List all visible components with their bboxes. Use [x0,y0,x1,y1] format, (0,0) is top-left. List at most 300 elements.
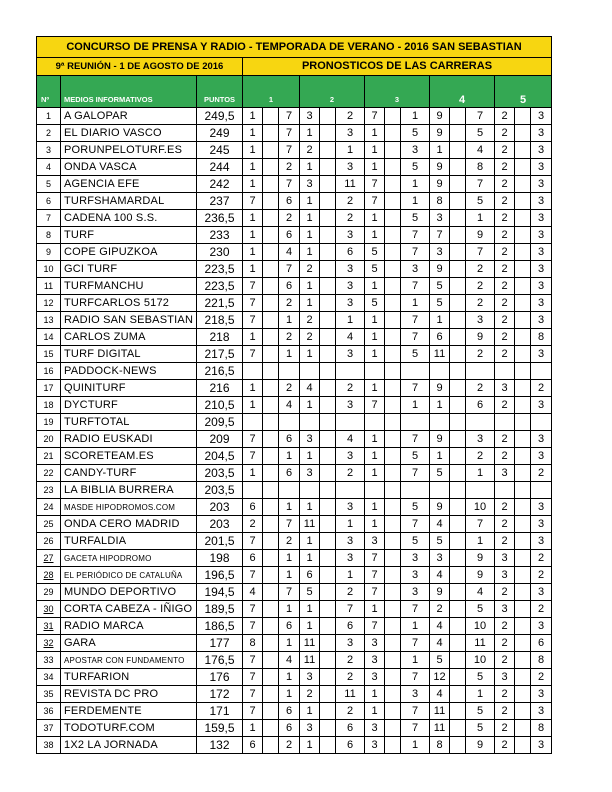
prediction-cell: 3 [365,720,385,737]
prediction-cell: 7 [365,567,385,584]
prediction-cell [385,329,401,346]
prediction-cell: 3 [531,499,552,516]
prediction-cell: 7 [279,261,300,278]
prediction-cell [515,363,531,380]
media-name: A GALOPAR [61,108,197,125]
prediction-cell: 9 [466,737,495,754]
row-number: 8 [37,227,61,244]
prediction-cell: 2 [495,720,515,737]
prediction-cell: 3 [430,210,450,227]
prediction-cell [450,108,466,125]
prediction-cell: 9 [466,329,495,346]
prediction-cell: 2 [495,618,515,635]
prediction-cell: 2 [336,584,365,601]
prediction-cell: 2 [531,465,552,482]
prediction-cell [450,516,466,533]
prediction-cell: 1 [401,618,430,635]
prediction-cell: 1 [279,686,300,703]
prediction-cell [466,482,495,499]
prediction-cell: 1 [401,108,430,125]
prediction-cell: 2 [336,465,365,482]
prediction-cell [450,550,466,567]
media-name: MUNDO DEPORTIVO [61,584,197,601]
prediction-cell: 5 [401,125,430,142]
prediction-cell: 1 [300,618,320,635]
prediction-cell [320,669,336,686]
prediction-cell: 1 [243,465,263,482]
row-number: 21 [37,448,61,465]
prediction-cell [263,737,279,754]
prediction-cell: 1 [279,346,300,363]
prediction-cell: 4 [430,635,450,652]
prediction-cell: 7 [466,108,495,125]
prediction-cell [320,108,336,125]
prediction-cell [385,652,401,669]
points-value: 236,5 [197,210,243,227]
prediction-cell [385,465,401,482]
prediction-cell: 1 [401,295,430,312]
media-name: MASDE HIPODROMOS.COM [61,499,197,516]
points-value: 132 [197,737,243,754]
points-value: 189,5 [197,601,243,618]
prediction-cell [430,414,450,431]
prediction-cell: 1 [336,516,365,533]
prediction-cell: 2 [300,329,320,346]
row-number: 19 [37,414,61,431]
table-row [37,465,552,482]
prediction-cell: 1 [243,159,263,176]
prediction-cell: 7 [401,312,430,329]
prediction-cell: 2 [495,244,515,261]
prediction-cell: 3 [531,397,552,414]
prediction-cell: 5 [300,584,320,601]
prediction-cell [320,414,336,431]
points-value: 237 [197,193,243,210]
row-number: 16 [37,363,61,380]
prediction-cell: 4 [466,142,495,159]
prediction-cell [450,618,466,635]
prediction-cell: 7 [430,227,450,244]
prediction-cell [320,193,336,210]
media-name: SCORETEAM.ES [61,448,197,465]
prediction-cell: 3 [401,584,430,601]
prediction-cell: 6 [243,550,263,567]
prediction-cell [385,295,401,312]
prediction-cell: 3 [531,278,552,295]
prediction-cell [279,482,300,499]
prediction-cell [515,329,531,346]
prediction-cell: 8 [430,737,450,754]
prediction-cell [320,686,336,703]
prediction-cell: 1 [279,448,300,465]
prediction-cell [263,210,279,227]
prediction-cell: 2 [495,703,515,720]
prediction-cell [385,550,401,567]
prediction-cell [365,482,385,499]
prediction-cell [515,618,531,635]
prediction-cell: 12 [430,669,450,686]
prediction-cell: 3 [531,142,552,159]
points-value: 201,5 [197,533,243,550]
prediction-cell: 1 [365,465,385,482]
prediction-cell: 7 [401,516,430,533]
header-race-4: 4 [430,76,495,108]
prediction-cell [263,567,279,584]
prediction-cell: 6 [279,703,300,720]
prediction-cell [320,363,336,380]
media-name: GARA [61,635,197,652]
prediction-cell [515,669,531,686]
table-row [37,125,552,142]
points-value: 203 [197,516,243,533]
prediction-cell: 8 [531,329,552,346]
prediction-cell: 2 [495,431,515,448]
prediction-cell: 7 [401,380,430,397]
media-name: 1X2 LA JORNADA [61,737,197,754]
points-value: 244 [197,159,243,176]
prediction-cell: 3 [495,669,515,686]
points-value: 176,5 [197,652,243,669]
prediction-cell: 3 [336,227,365,244]
prediction-cell: 2 [466,278,495,295]
prediction-cell: 7 [365,193,385,210]
prediction-cell [515,346,531,363]
prediction-cell: 5 [401,448,430,465]
row-number: 32 [37,635,61,652]
prediction-cell: 1 [365,380,385,397]
prediction-cell [320,618,336,635]
prediction-cell [320,261,336,278]
media-name: GACETA HIPODROMO [61,550,197,567]
prediction-cell: 2 [336,108,365,125]
prediction-cell: 1 [300,499,320,516]
table-row [37,193,552,210]
prediction-cell: 2 [279,329,300,346]
prediction-cell [263,584,279,601]
prediction-cell: 3 [300,720,320,737]
prediction-cell: 4 [336,431,365,448]
media-name: AGENCIA EFE [61,176,197,193]
prediction-cell: 3 [495,601,515,618]
prediction-cell [263,533,279,550]
prediction-cell: 7 [279,125,300,142]
points-value: 249 [197,125,243,142]
prediction-cell [515,278,531,295]
prediction-cell: 1 [365,210,385,227]
table-row [37,210,552,227]
prediction-cell [320,550,336,567]
row-number: 24 [37,499,61,516]
points-value: 198 [197,550,243,567]
row-number: 3 [37,142,61,159]
prediction-cell [450,533,466,550]
prediction-cell [385,703,401,720]
prediction-cell [515,244,531,261]
prediction-cell [401,482,430,499]
prediction-cell: 3 [531,193,552,210]
prediction-cell: 1 [365,125,385,142]
prediction-cell: 5 [365,295,385,312]
prediction-cell [385,601,401,618]
media-name: TURFCARLOS 5172 [61,295,197,312]
header-race-2: 2 [300,76,365,108]
media-name: TURFSHAMARDAL [61,193,197,210]
prediction-cell: 1 [243,142,263,159]
points-value: 221,5 [197,295,243,312]
prediction-cell: 3 [531,244,552,261]
prediction-cell: 5 [466,669,495,686]
prediction-cell: 7 [243,703,263,720]
prediction-cell [263,380,279,397]
prediction-cell [320,737,336,754]
prediction-cell: 3 [495,465,515,482]
prediction-cell: 3 [531,431,552,448]
prediction-cell: 2 [336,193,365,210]
prediction-cell: 4 [300,380,320,397]
prediction-cell: 3 [336,261,365,278]
prediction-cell: 2 [495,533,515,550]
prediction-cell [320,312,336,329]
prediction-cell [450,669,466,686]
prediction-cell [515,533,531,550]
prediction-cell: 3 [531,686,552,703]
prediction-cell: 1 [430,312,450,329]
table-row [37,448,552,465]
row-number: 2 [37,125,61,142]
prediction-cell [320,278,336,295]
media-name: TURF [61,227,197,244]
prediction-cell: 2 [279,295,300,312]
points-value: 216 [197,380,243,397]
prediction-cell: 3 [430,244,450,261]
prediction-cell: 9 [430,431,450,448]
prediction-cell: 2 [495,176,515,193]
prediction-cell [263,397,279,414]
prediction-cell: 3 [401,550,430,567]
prediction-cell: 1 [300,244,320,261]
table-row [37,295,552,312]
prediction-cell [320,533,336,550]
prediction-cell [515,125,531,142]
prediction-cell: 1 [365,499,385,516]
table-row [37,227,552,244]
prediction-cell: 3 [336,397,365,414]
prediction-cell: 1 [279,635,300,652]
prediction-cell: 2 [300,686,320,703]
row-number: 6 [37,193,61,210]
prediction-cell: 7 [401,278,430,295]
prediction-cell: 3 [531,618,552,635]
prediction-cell: 5 [430,465,450,482]
prediction-cell: 1 [300,227,320,244]
prediction-cell: 1 [300,601,320,618]
prediction-cell: 7 [466,516,495,533]
prediction-cell: 1 [401,176,430,193]
prediction-cell: 3 [531,346,552,363]
prediction-cell [450,312,466,329]
prediction-cell: 7 [401,244,430,261]
prediction-cell [450,431,466,448]
prediction-cell: 7 [243,346,263,363]
prediction-cell [450,295,466,312]
prediction-cell [515,414,531,431]
prediction-cell: 1 [365,142,385,159]
prediction-cell [385,516,401,533]
prediction-cell [385,278,401,295]
table-row [37,669,552,686]
row-number: 11 [37,278,61,295]
prediction-cell: 8 [466,159,495,176]
table-row [37,703,552,720]
table-row [37,346,552,363]
prediction-cell: 3 [531,584,552,601]
prediction-cell: 2 [466,448,495,465]
prediction-cell: 4 [279,244,300,261]
table-row [37,414,552,431]
prediction-cell: 1 [300,159,320,176]
prediction-cell [450,176,466,193]
prediction-cell: 5 [365,244,385,261]
prediction-cell [401,363,430,380]
prediction-cell: 2 [466,261,495,278]
prediction-cell: 1 [365,278,385,295]
prediction-cell: 3 [336,125,365,142]
prediction-cell: 3 [531,737,552,754]
prediction-cell: 7 [243,686,263,703]
media-name: APOSTAR CON FUNDAMENTO [61,652,197,669]
table-row [37,261,552,278]
prediction-cell: 3 [531,312,552,329]
prediction-cell: 1 [279,312,300,329]
prediction-cell: 1 [300,550,320,567]
prediction-cell [450,380,466,397]
row-number: 27 [37,550,61,567]
prediction-cell [263,329,279,346]
prediction-cell [243,482,263,499]
prediction-cell: 3 [531,227,552,244]
points-value: 233 [197,227,243,244]
prediction-cell: 6 [466,397,495,414]
prediction-cell: 1 [430,448,450,465]
prediction-cell [263,278,279,295]
prediction-cell: 1 [300,125,320,142]
prediction-cell [531,363,552,380]
prediction-cell: 4 [430,618,450,635]
prediction-cell: 1 [365,346,385,363]
prediction-cell: 7 [365,550,385,567]
prediction-cell [515,567,531,584]
prediction-cell: 7 [336,601,365,618]
prediction-cell: 10 [466,499,495,516]
prediction-cell [263,550,279,567]
prediction-cell: 8 [531,652,552,669]
prediction-cell [279,363,300,380]
prediction-cell [385,448,401,465]
media-name: TURF DIGITAL [61,346,197,363]
table-row [37,516,552,533]
row-number: 31 [37,618,61,635]
prediction-cell: 3 [531,108,552,125]
prediction-cell: 1 [365,601,385,618]
prediction-cell [450,414,466,431]
prediction-cell: 2 [495,652,515,669]
prediction-cell [263,465,279,482]
prediction-cell [263,159,279,176]
prediction-cell: 7 [243,601,263,618]
prediction-cell: 2 [495,108,515,125]
prediction-cell [515,737,531,754]
prediction-cell [263,516,279,533]
prediction-cell: 5 [401,346,430,363]
prediction-cell: 3 [531,295,552,312]
prediction-cell: 2 [495,397,515,414]
prediction-cell: 7 [279,142,300,159]
prediction-cell [385,108,401,125]
table-row [37,720,552,737]
table-row [37,397,552,414]
prediction-cell [450,193,466,210]
prediction-cell: 7 [401,720,430,737]
prediction-cell: 7 [243,669,263,686]
prediction-cell: 3 [336,499,365,516]
prediction-cell: 3 [531,448,552,465]
prediction-cell: 6 [279,278,300,295]
prediction-cell [320,465,336,482]
prediction-cell [385,414,401,431]
prediction-cell: 1 [243,108,263,125]
prediction-cell: 7 [243,448,263,465]
prediction-cell: 7 [365,584,385,601]
prediction-cell [401,414,430,431]
prediction-cell: 1 [365,703,385,720]
prediction-cell [320,652,336,669]
prediction-cell [385,720,401,737]
prediction-cell [263,312,279,329]
prediction-cell: 3 [300,431,320,448]
prediction-cell [450,652,466,669]
prediction-cell [320,584,336,601]
prediction-cell: 7 [401,703,430,720]
points-value: 176 [197,669,243,686]
results-table [36,36,552,754]
prediction-cell: 7 [365,618,385,635]
prediction-cell [320,516,336,533]
prediction-cell: 2 [243,516,263,533]
media-name: LA BIBLIA BURRERA [61,482,197,499]
row-number: 4 [37,159,61,176]
row-number: 23 [37,482,61,499]
prediction-cell: 3 [531,210,552,227]
prediction-cell [320,482,336,499]
prediction-cell: 2 [430,601,450,618]
prediction-cell [385,193,401,210]
prediction-cell [279,414,300,431]
prediction-cell [450,567,466,584]
prediction-cell [515,312,531,329]
prediction-cell [515,465,531,482]
section-label: PRONOSTICOS DE LAS CARRERAS [243,58,552,76]
prediction-cell: 4 [430,567,450,584]
prediction-cell [385,431,401,448]
prediction-cell: 7 [365,108,385,125]
prediction-cell [263,227,279,244]
prediction-cell: 2 [300,261,320,278]
prediction-cell: 2 [279,380,300,397]
prediction-cell: 4 [279,397,300,414]
media-name: CADENA 100 S.S. [61,210,197,227]
page-title: CONCURSO DE PRENSA Y RADIO - TEMPORADA DE VERANO - 2016 SAN SEBASTIAN [37,37,552,58]
prediction-cell: 6 [243,737,263,754]
